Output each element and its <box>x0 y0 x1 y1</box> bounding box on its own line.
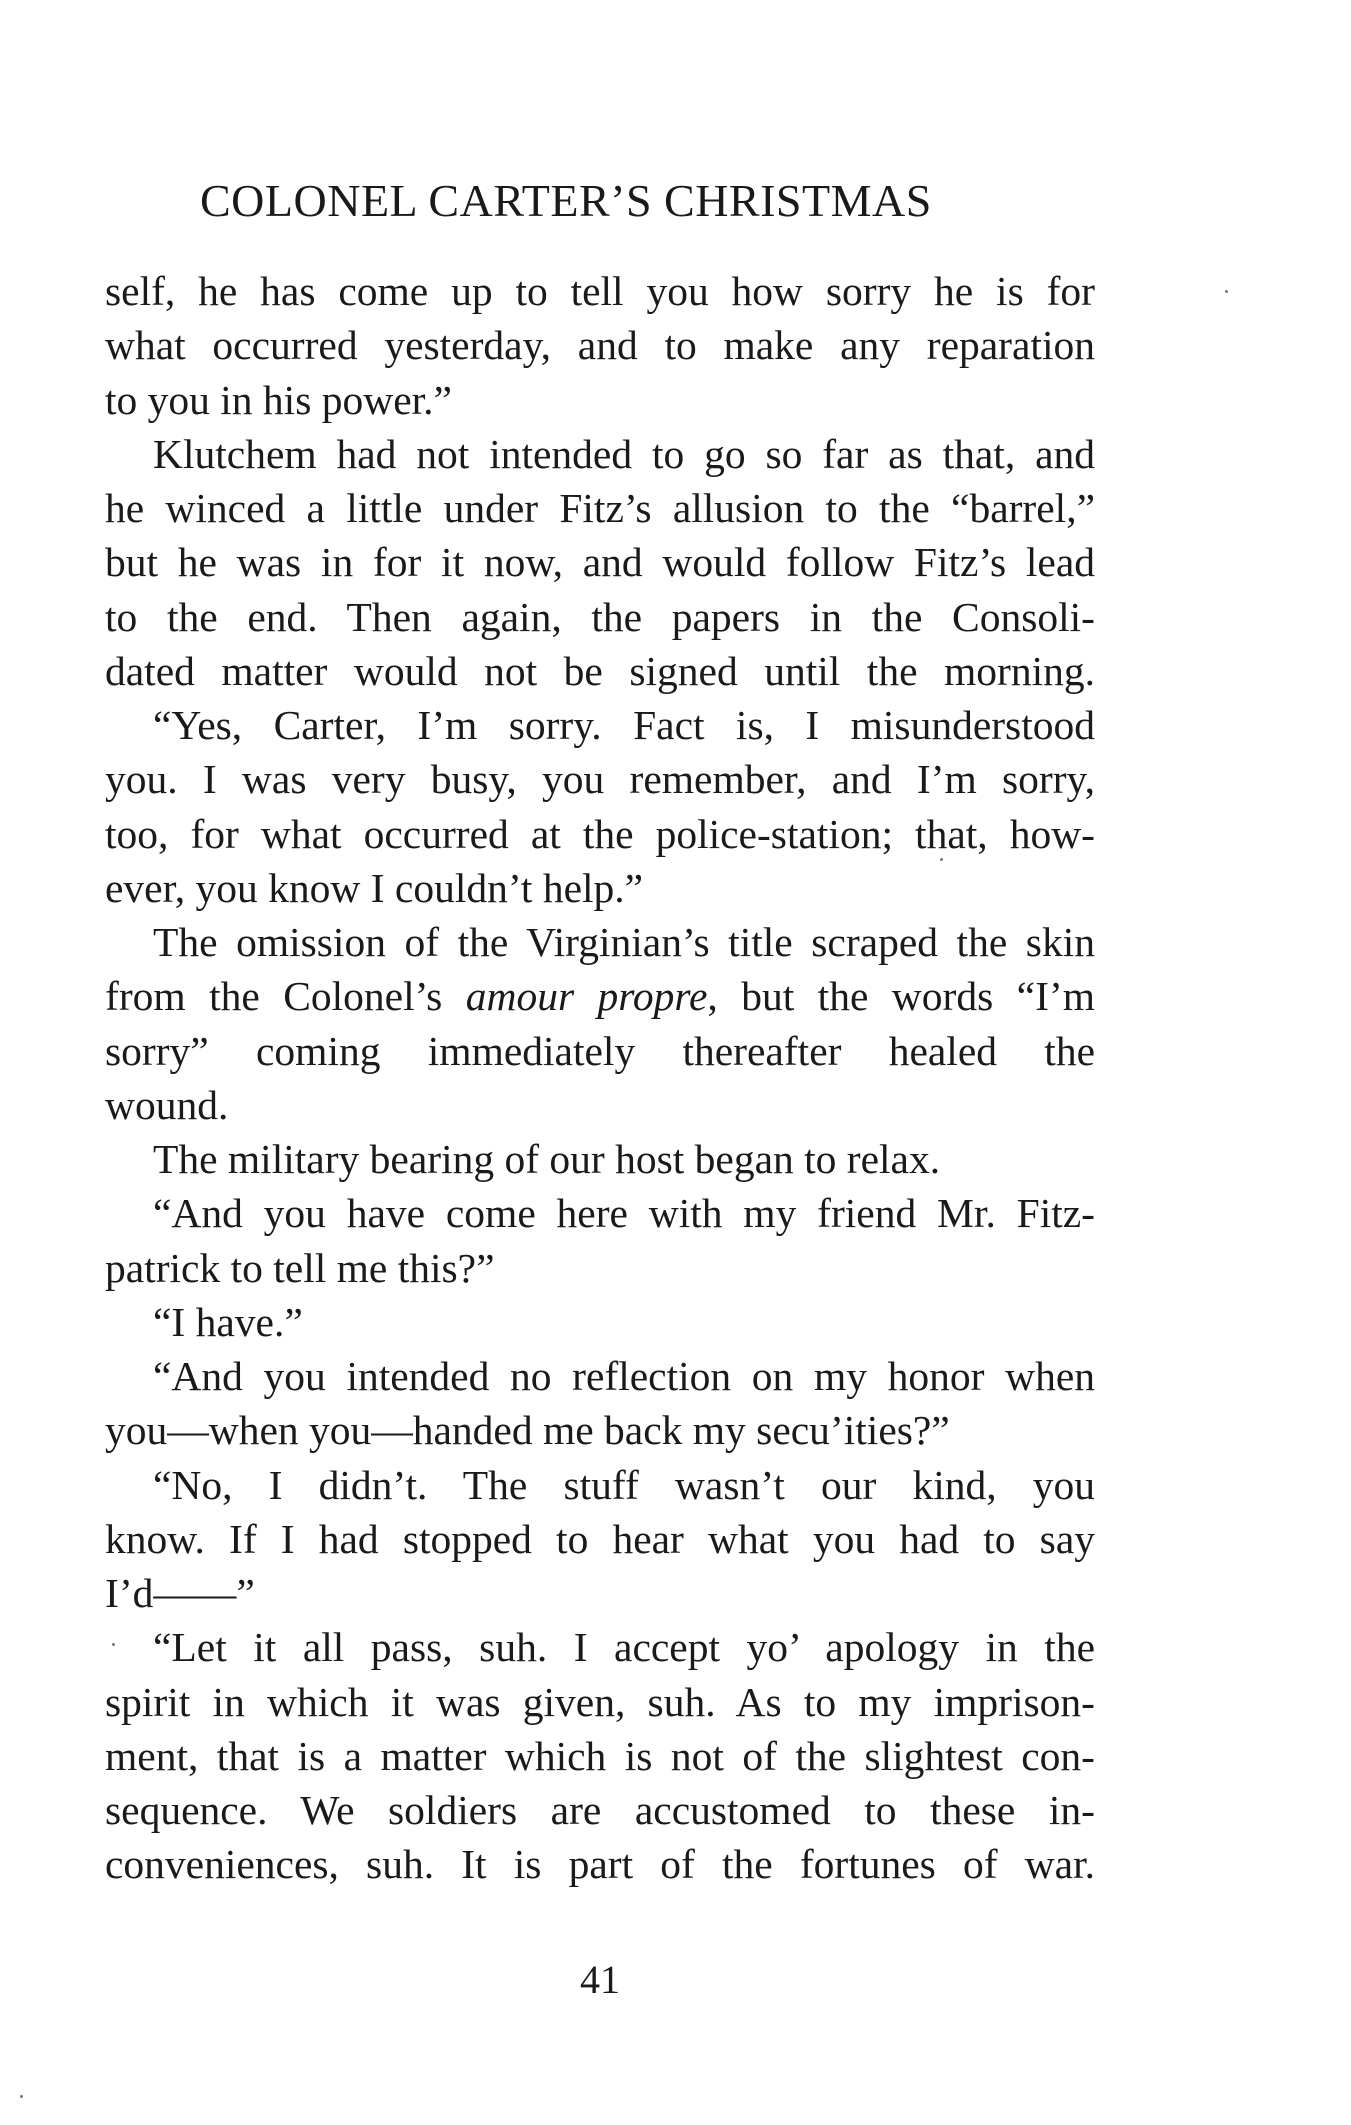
italic-phrase: amour propre <box>465 973 708 1020</box>
text-line: you. I was very busy, you remember, and I’m sorry, <box>105 756 1095 803</box>
text-line: The omission of the Virginian’s title scraped the skin <box>153 919 1095 965</box>
text-line: what occurred yesterday, and to make any reparation <box>105 322 1095 369</box>
paper-speck <box>940 858 943 861</box>
text-line: “Yes, Carter, I’m sorry. Fact is, I misunderstood <box>153 702 1095 748</box>
paper-speck <box>112 1643 115 1646</box>
body-text <box>105 264 1095 1892</box>
text-line: you—when you—handed me back my secu’ities?” <box>105 1407 950 1454</box>
paper-speck <box>1225 290 1228 293</box>
text-line: wound. <box>105 1081 229 1128</box>
text-line: I’d——” <box>105 1570 255 1616</box>
text-line: The military bearing of our host began to relax. <box>153 1136 941 1182</box>
text-line: too, for what occurred at the police-station; that, how- <box>105 810 1095 857</box>
text-line: “And you intended no reflection on my honor when <box>153 1353 1095 1399</box>
text-line-mixed <box>105 969 1095 1023</box>
text-line: patrick to tell me this?” <box>105 1244 495 1291</box>
text-line: to you in his power.” <box>105 376 452 423</box>
text-segment: from the Colonel’s <box>105 973 466 1020</box>
text-line: self, he has come up to tell you how sorry he is for <box>105 268 1095 314</box>
text-line: know. If I had stopped to hear what you had to say <box>105 1515 1095 1562</box>
text-segment: , but the words “I’m <box>707 973 1095 1020</box>
text-line: “I have.” <box>153 1298 303 1345</box>
text-line: he winced a little under Fitz’s allusion to the “barrel,” <box>105 485 1095 531</box>
text-line: “And you have come here with my friend Mr. Fitz- <box>153 1190 1095 1237</box>
text-line: to the end. Then again, the papers in the Consoli- <box>105 593 1095 640</box>
text-line: sequence. We soldiers are accustomed to these in- <box>105 1787 1095 1833</box>
text-line: “No, I didn’t. The stuff wasn’t our kind, you <box>153 1461 1095 1508</box>
text-line: dated matter would not be signed until the morning. <box>105 647 1095 694</box>
text-line: “Let it all pass, suh. I accept yo’ apology in the <box>153 1624 1095 1671</box>
page-number: 41 <box>580 1957 620 2002</box>
text-line: ever, you know I couldn’t help.” <box>105 864 644 911</box>
text-line: ment, that is a matter which is not of the slightest con- <box>105 1732 1095 1779</box>
text-line: but he was in for it now, and would follow Fitz’s lead <box>105 539 1095 586</box>
text-line: spirit in which it was given, suh. As to my imprison- <box>105 1678 1095 1725</box>
paper-speck <box>20 2095 23 2098</box>
text-line: Klutchem had not intended to go so far as that, and <box>153 430 1095 477</box>
text-line: sorry” coming immediately thereafter healed the <box>105 1027 1095 1074</box>
text-line: conveniences, suh. It is part of the fortunes of war. <box>105 1841 1095 1888</box>
running-head: COLONEL CARTER’S CHRISTMAS <box>200 175 932 226</box>
